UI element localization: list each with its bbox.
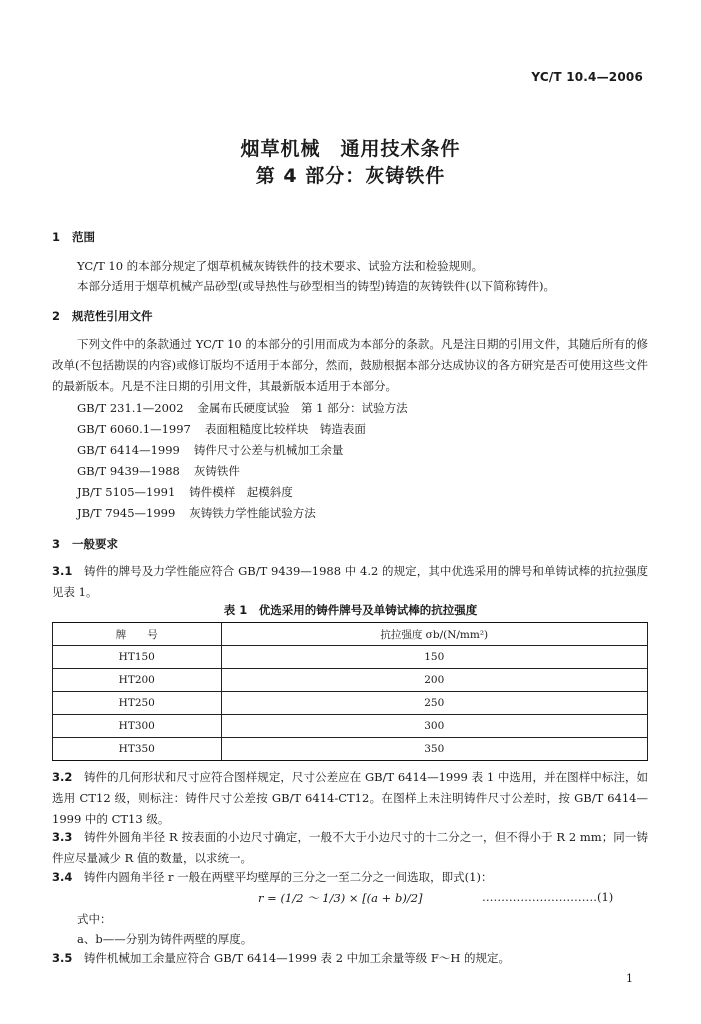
section-title: 一般要求: [72, 537, 118, 551]
strength-cell: 300: [221, 715, 647, 738]
clause-number: 3.2: [52, 770, 73, 784]
reference-code: GB/T 6060.1—1997: [77, 422, 191, 436]
clause-text: 铸件外圆角半径 R 按表面的小边尺寸确定，一般不大于小边尺寸的十二分之一，但不得小于 R 2 mm；同一铸件应尽量减少 R 值的数量，以求统一。: [52, 830, 648, 865]
formula-1: [258, 890, 423, 906]
clause-text: 铸件的牌号及力学性能应符合 GB/T 9439—1988 中 4.2 的规定，其中优选采用的牌号和单铸试棒的抗拉强度见表 1。: [52, 564, 649, 599]
section-number: 3: [52, 537, 61, 551]
table-1-caption: 表 1 优选采用的铸件牌号及单铸试棒的抗拉强度: [223, 603, 478, 617]
section-2-heading: [52, 308, 153, 324]
clause-3-4: [52, 867, 648, 888]
clause-text: 铸件内圆角半径 r 一般在两壁平均壁厚的三分之一至二分之一间选取，即式(1)：: [83, 870, 493, 884]
table-row: [53, 669, 648, 692]
scope-paragraph-1: YC/T 10 的本部分规定了烟草机械灰铸铁件的技术要求、试验方法和检验规则。: [77, 259, 484, 273]
where-definition: a、b——分别为铸件两壁的厚度。: [77, 932, 253, 946]
reference-code: GB/T 6414—1999: [77, 443, 180, 457]
page-number: 1: [626, 972, 633, 985]
reference-code: JB/T 5105—1991: [77, 485, 176, 499]
scope-paragraph-2: 本部分适用于烟草机械产品砂型(或导热性与砂型相当的铸型)铸造的灰铸铁件(以下简称铸件)。: [77, 279, 555, 293]
clause-text: 铸件的几何形状和尺寸应符合图样规定，尺寸公差应在 GB/T 6414—1999 表 1 中选用，并在图样中标注，如选用 CT12 级，则标注：铸件尺寸公差按 GB/T 6414-CT12。在图样上未注明铸件尺寸公差时，按 GB/T 6414—1999 中的 CT13 级。: [52, 770, 648, 826]
reference-title: 灰铸铁力学性能试验方法: [189, 506, 316, 520]
clause-3-5: [52, 948, 648, 969]
reference-item: [77, 400, 408, 416]
section-1-heading: [52, 229, 95, 245]
reference-item: [77, 463, 240, 479]
clause-number: 3.3: [52, 830, 73, 844]
clause-number: 3.4: [52, 870, 73, 884]
grade-cell: HT150: [53, 646, 222, 669]
section-title: 范围: [72, 230, 95, 244]
section-number: 2: [52, 309, 61, 323]
reference-title: 铸件模样 起模斜度: [189, 485, 293, 499]
grade-cell: HT350: [53, 738, 222, 761]
grade-cell: HT200: [53, 669, 222, 692]
grade-cell: HT250: [53, 692, 222, 715]
strength-cell: 200: [221, 669, 647, 692]
clause-text: 铸件机械加工余量应符合 GB/T 6414—1999 表 2 中加工余量等级 F～H 的规定。: [83, 951, 511, 965]
reference-title: 表面粗糙度比较样块 铸造表面: [204, 422, 366, 436]
section-title: 规范性引用文件: [72, 309, 153, 323]
standard-code: YC/T 10.4—2006: [531, 70, 643, 84]
reference-item: [77, 505, 316, 521]
reference-item: [77, 442, 343, 458]
column-header-strength: 抗拉强度 σb/(N/mm²): [221, 623, 647, 646]
normative-refs-intro: 下列文件中的条款通过 YC/T 10 的本部分的引用而成为本部分的条款。凡是注日期的引用文件，其随后所有的修改单(不包括勘误的内容)或修订版均不适用于本部分，然而，鼓励根据本部分达成协议的各方研究是否可使用这些文件的最新版本。凡是不注日期的引用文件，其最新版本适用于本部分。: [52, 337, 648, 393]
strength-cell: 150: [221, 646, 647, 669]
clause-number: 3.5: [52, 951, 73, 965]
reference-code: JB/T 7945—1999: [77, 506, 176, 520]
reference-code: GB/T 231.1—2002: [77, 401, 184, 415]
reference-code: GB/T 9439—1988: [77, 464, 180, 478]
strength-cell: 250: [221, 692, 647, 715]
clause-3-1: [52, 561, 648, 603]
clause-3-2: [52, 767, 648, 830]
table-1: [52, 622, 648, 761]
table-row: [53, 715, 648, 738]
formula-expression: r = (1/2 ～ 1/3) × [(a + b)/2]: [258, 891, 423, 905]
strength-cell: 350: [221, 738, 647, 761]
grade-cell: HT300: [53, 715, 222, 738]
where-label: 式中：: [77, 912, 112, 926]
reference-title: 灰铸铁件: [193, 464, 240, 478]
table-row: [53, 646, 648, 669]
table-row: [53, 738, 648, 761]
clause-3-3: [52, 827, 648, 869]
table-row: [53, 692, 648, 715]
reference-item: [77, 484, 293, 500]
formula-number: …………………………(1): [482, 890, 614, 904]
section-number: 1: [52, 230, 61, 244]
section-3-heading: [52, 536, 118, 552]
doc-title-line1: 烟草机械 通用技术条件: [240, 138, 461, 160]
reference-item: [77, 421, 366, 437]
column-header-grade: 牌 号: [53, 623, 222, 646]
reference-title: 铸件尺寸公差与机械加工余量: [193, 443, 344, 457]
clause-number: 3.1: [52, 564, 73, 578]
reference-title: 金属布氏硬度试验 第 1 部分：试验方法: [197, 401, 408, 415]
doc-title-line2: 第 4 部分：灰铸铁件: [255, 165, 446, 187]
table-header-row: [53, 623, 648, 646]
